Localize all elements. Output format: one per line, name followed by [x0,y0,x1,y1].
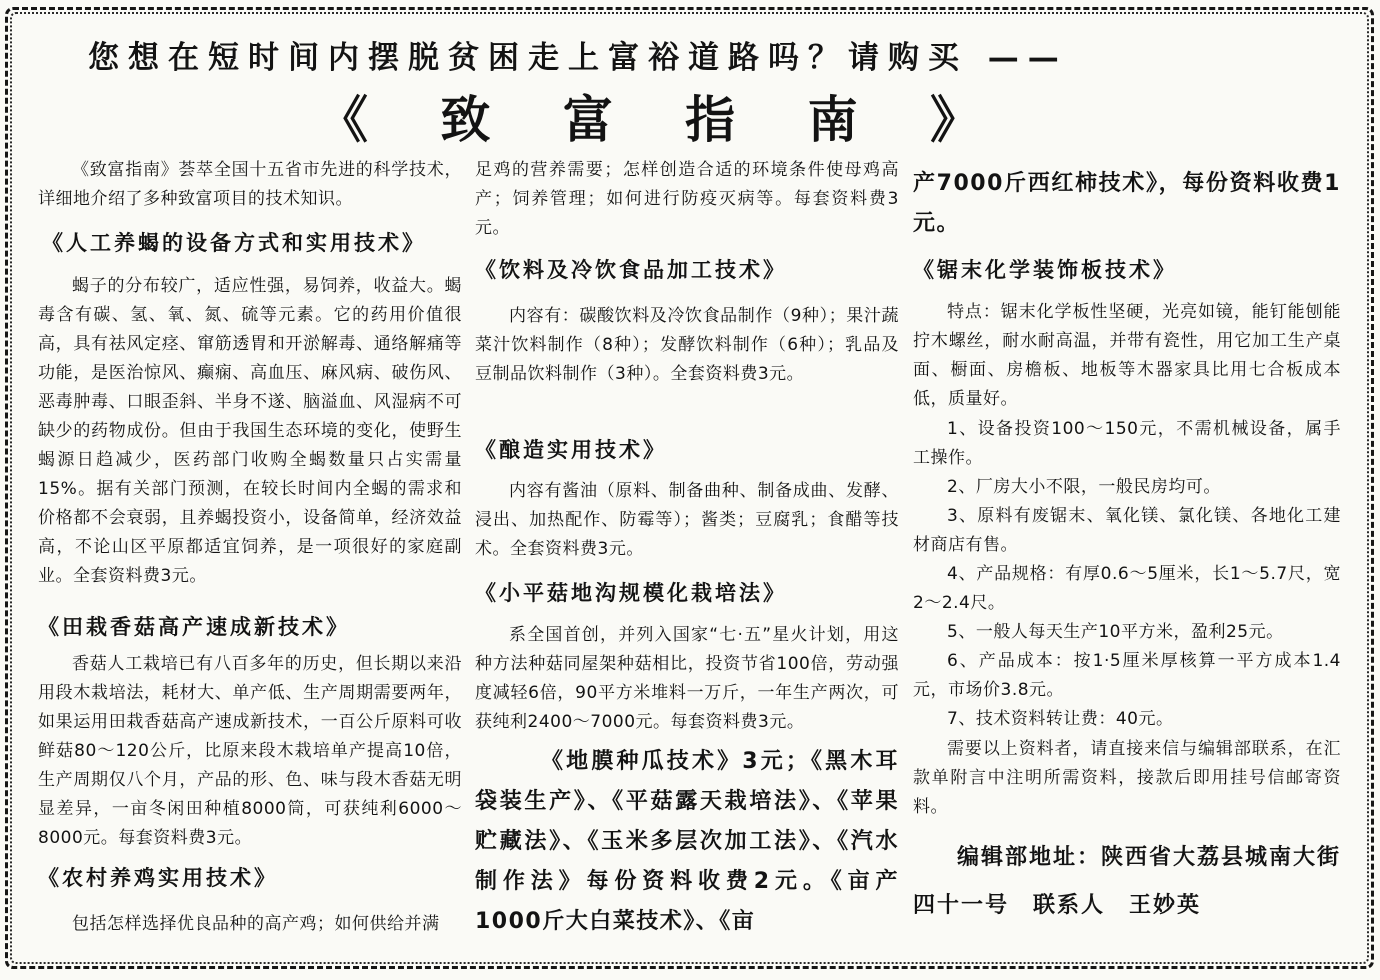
list-item: 5、一般人每天生产10平方米，盈利25元。 [947,622,1284,642]
sawdust-features: 特点：锯末化学板性坚硬，光亮如镜，能钉能刨能拧木螺丝，耐水耐高温，并带有瓷性，用它加工生产桌面、橱面、房檐板、地板等木器家具比用七合板成本低，质量好。 [913,302,1341,409]
chicken-body-continued: 足鸡的营养需要；怎样创造合适的环境条件使母鸡高产；饲养管理；如何进行防疫灭病等。每套资料费3元。 [475,160,899,238]
contact-name: 王妙英 [1129,893,1202,918]
list-item: 3、原料有废锯末、氧化镁、氯化镁、各地化工建材商店有售。 [913,506,1341,555]
list-item: 2、厂房大小不限，一般民房均可。 [947,477,1221,497]
main-title [318,88,980,152]
title-character: 《 [318,90,368,149]
oyster-mushroom-heading: 《小平菇地沟规模化栽培法》 [475,581,787,605]
contact-label: 联系人 [1033,893,1106,918]
price-list-continued: 产7000斤西红柿技术》，每份资料收费1元。 [913,171,1341,236]
brewing-body: 内容有酱油（原料、制备曲种、制备成曲、发酵、浸出、加热配作、防霉等）；酱类；豆腐乳；食醋等技术。全套资料费3元。 [475,481,899,559]
sawdust-spec-list [913,415,1341,734]
mushroom-heading: 《田栽香菇高产速成新技术》 [38,615,350,639]
ordering-note: 需要以上资料者，请直接来信与编辑部联系，在汇款单附言中注明所需资料，接款后即用挂号信邮寄资料。 [913,739,1341,817]
sawdust-heading: 《锯末化学装饰板技术》 [913,258,1177,282]
list-item: 1、设备投资100～150元，不需机械设备，属手工操作。 [913,419,1341,468]
editorial-address: 编辑部地址：陕西省大荔县城南大街四十一号 [913,845,1342,918]
title-character: 富 [562,90,613,149]
mushroom-body: 香菇人工栽培已有八百多年的历史，但长期以来沿用段木栽培法，耗材大、单产低、生产周期需要两年，如果运用田栽香菇高产速成新技术，一百公斤原料可收鲜菇80～120公斤，比原来段木栽培单产提高10倍，生产周期仅八个月，产品的形、色、味与段木香菇无明显差异，一亩冬闲田种植8000筒，可获纯利6000～8000元。每套资料费3元。 [38,654,462,848]
intro-paragraph: 《致富指南》荟萃全国十五省市先进的科学技术，详细地介绍了多种致富项目的技术知识。 [38,160,462,209]
price-list-start: 《地膜种瓜技术》3元；《黑木耳袋装生产》、《平菇露天栽培法》、《苹果贮藏法》、《玉米多层次加工法》、《汽水制作法》每份资料收费2元。《亩产1000斤大白菜技术》、《亩 [475,749,899,934]
scorpion-heading: 《人工养蝎的设备方式和实用技术》 [42,231,426,255]
title-character: 南 [807,90,858,149]
title-character: 指 [685,90,736,149]
chicken-heading: 《农村养鸡实用技术》 [38,866,278,890]
oyster-mushroom-body: 系全国首创，并列入国家“七·五”星火计划，用这种方法种菇同屋架种菇相比，投资节省100倍，劳动强度减轻6倍，90平方米堆料一万斤，一年生产两次，可获纯利2400～7000元。每套资料费3元。 [475,625,899,732]
editorial-address-block [913,834,1341,930]
title-character: 》 [929,90,980,149]
list-item: 6、产品成本：按1·5厘米厚核算一平方成本1.4元，市场价3.8元。 [913,651,1341,700]
beverage-body: 内容有：碳酸饮料及冷饮食品制作（9种）；果汁蔬菜汁饮料制作（8种）；发酵饮料制作（6种）；乳品及豆制品饮料制作（3种）。全套资料费3元。 [475,306,899,384]
list-item: 4、产品规格：有厚0.6～5厘米，长1～5.7尺，宽2～2.4尺。 [913,564,1341,613]
beverage-heading: 《饮料及冷饮食品加工技术》 [475,258,787,282]
headline: 您想在短时间内摆脱贫困走上富裕道路吗？请购买 —— [88,40,1068,76]
chicken-body-start: 包括怎样选择优良品种的高产鸡；如何供给并满 [72,914,440,934]
scorpion-body: 蝎子的分布较广，适应性强，易饲养，收益大。蝎毒含有碳、氢、氧、氮、硫等元素。它的药用价值很高，具有祛风定痉、窜筋透胃和开淤解毒、通络解痛等功能，是医治惊风、癫痫、高血压、麻风病、破伤风、恶毒肿毒、口眼歪斜、半身不遂、脑溢血、风湿病不可缺少的药物成份。但由于我国生态环境的变化，使野生蝎源日趋减少，医药部门收购全蝎数量只占实需量15%。据有关部门预测，在较长时间内全蝎的需求和价格都不会衰弱，且养蝎投资小，设备简单，经济效益高，不论山区平原都适宜饲养，是一项很好的家庭副业。全套资料费3元。 [38,276,462,586]
title-character: 致 [440,90,491,149]
brewing-heading: 《酿造实用技术》 [475,438,667,462]
list-item: 7、技术资料转让费：40元。 [947,709,1174,729]
